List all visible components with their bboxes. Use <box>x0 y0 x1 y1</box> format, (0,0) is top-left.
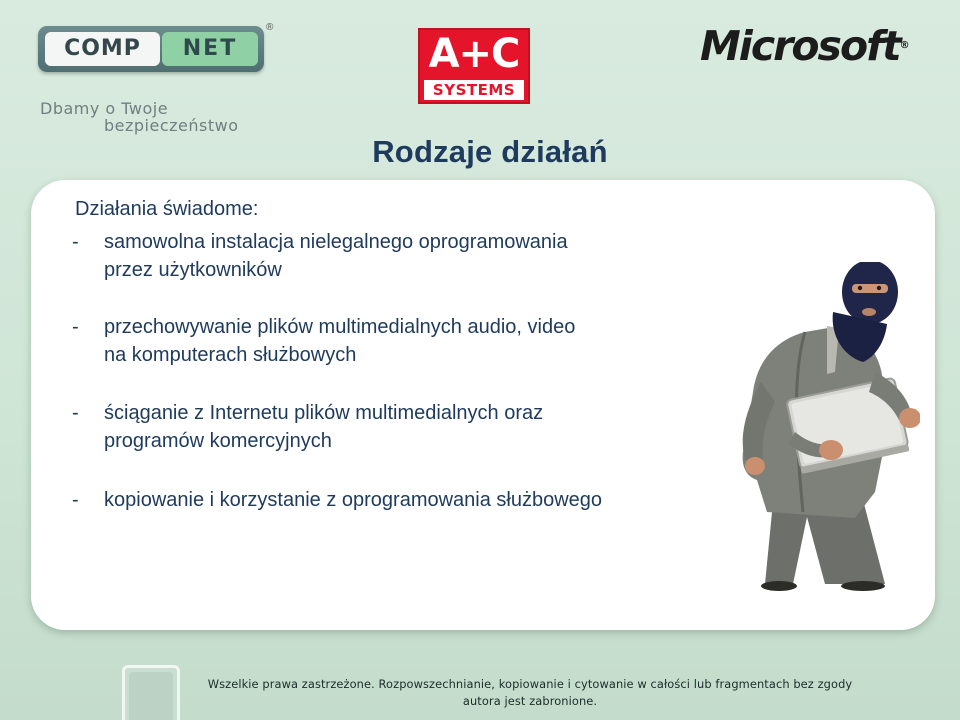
bullet-dash: - <box>72 489 79 511</box>
footer-line-1: Wszelkie prawa zastrzeżone. Rozpowszechnianie, kopiowanie i cytowanie w całości lub fragmentach bez zgody <box>207 677 853 691</box>
slide-title: Rodzaje działań <box>372 134 608 169</box>
bullet-text-line-2: programów komercyjnych <box>104 430 332 452</box>
bullet-text-line-1: ściąganie z Internetu plików multimedialnych oraz <box>104 402 544 424</box>
ac-systems-logo-bottom: SYSTEMS <box>424 80 524 100</box>
compnet-logo-right-text: NET <box>162 32 258 66</box>
footer-copyright <box>200 676 860 710</box>
bullet-item-2 <box>72 313 662 369</box>
ac-systems-logo-top: A+C <box>428 31 520 77</box>
bullet-item-1 <box>72 228 662 284</box>
microsoft-logo <box>700 22 945 70</box>
microsoft-registered-mark: ® <box>899 40 910 51</box>
thief-shoe <box>761 581 797 591</box>
company-tagline <box>40 100 270 134</box>
compnet-registered-mark: ® <box>266 22 274 33</box>
thief-left-hand <box>745 457 765 475</box>
tagline-line-2: bezpieczeństwo <box>104 116 239 135</box>
bullet-text-line-1: samowolna instalacja nielegalnego oprogramowania <box>104 231 568 253</box>
bullet-text-line-1: przechowywanie plików multimedialnych audio, video <box>104 316 576 338</box>
ac-systems-logo <box>418 28 530 104</box>
footer-tab-decoration <box>122 665 180 720</box>
bullet-dash: - <box>72 402 79 424</box>
thief-right-hand <box>899 408 920 428</box>
compnet-logo <box>38 22 274 76</box>
bullet-item-4 <box>72 486 672 514</box>
bullet-dash: - <box>72 231 79 253</box>
tagline-line-1: Dbamy o Twoje <box>40 99 169 118</box>
footer-tab-inner <box>129 672 173 720</box>
thief-shoe <box>841 581 885 591</box>
bullet-text-line-2: przez użytkowników <box>104 259 282 281</box>
masked-thief-illustration <box>735 262 920 592</box>
bullet-dash: - <box>72 316 79 338</box>
bullet-item-3 <box>72 399 662 455</box>
compnet-logo-left-text: COMP <box>45 32 160 66</box>
section-heading: Działania świadome: <box>75 198 259 220</box>
microsoft-logo-text: Microsoft <box>700 22 900 70</box>
bullet-text-line-1: kopiowanie i korzystanie z oprogramowania służbowego <box>104 489 603 511</box>
bullet-text-line-2: na komputerach służbowych <box>104 344 357 366</box>
footer-line-2: autora jest zabronione. <box>462 694 598 708</box>
